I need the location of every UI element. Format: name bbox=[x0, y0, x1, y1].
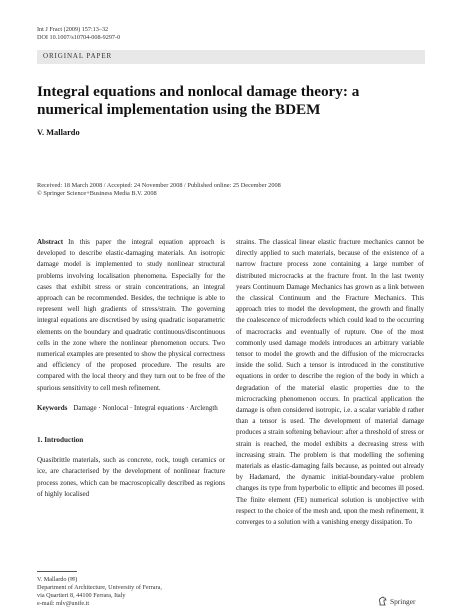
affiliation-email: e-mail: mlv@unife.it bbox=[37, 600, 90, 607]
publication-dates bbox=[37, 182, 427, 198]
left-column bbox=[37, 237, 225, 500]
author: V. Mallardo bbox=[37, 128, 80, 137]
keywords-label: Keywords bbox=[37, 403, 68, 412]
right-column bbox=[236, 237, 424, 528]
dates-line: Received: 18 March 2008 / Accepted: 24 November 2008 / Published online: 25 December 2008 bbox=[37, 182, 281, 189]
affiliation-dept: Department of Architecture, University of Ferrara, bbox=[37, 584, 162, 591]
footnote-rule bbox=[37, 571, 77, 572]
copyright-line: © Springer Science+Business Media B.V. 2008 bbox=[37, 190, 157, 198]
abstract bbox=[37, 237, 225, 394]
author-affiliation bbox=[37, 576, 162, 608]
article-type: ORIGINAL PAPER bbox=[43, 52, 113, 60]
keywords-text: Damage · Nonlocal · Integral equations · Arclength bbox=[73, 403, 218, 412]
abstract-label: Abstract bbox=[37, 238, 64, 246]
introduction-text: Quasibrittle materials, such as concrete, rock, tough ceramics or ice, are characterised by the development of nonlinear fracture process zones, which can be macroscopically described as regions of highly localised bbox=[37, 456, 225, 498]
paper-title: Integral equations and nonlocal damage theory: a numerical implementation using the BDEM bbox=[37, 83, 360, 118]
publisher-name: Springer bbox=[390, 596, 416, 606]
article-type-bar bbox=[37, 50, 425, 64]
publisher-logo bbox=[378, 596, 415, 606]
journal-citation: Int J Fract (2009) 157:13–32 bbox=[37, 26, 109, 33]
keywords bbox=[37, 403, 225, 414]
doi: DOI 10.1007/s10704-008-9297-0 bbox=[37, 34, 121, 41]
body-text: strains. The classical linear elastic fracture mechanics cannot be directly applied to such materials, because of the existence of a narrow fracture process zone containing a large number of distributed microcracks at the fracture front. In the last twenty years Continuum Damage Mechanics has grown as a link between the classical Continuum and the Fracture Mechanics. This approach tries to model the development, the growth and finally the coalescence of microdefects which could lead to the occurring of macrocracks and eventually of rupture. One of the most commonly used damage models introduces an arbitrary variable tensor to model the growth and the diffusion of the microcracks inside the solid. Such a tensor is introduced in the constitutive equations in order to describe the region of the body in which a degradation of the material elastic properties due to the microcracking phenomenon occurs. In practical application the damage is often considered isotropic, i.e. a scalar variable d rather than a tensor is used. The development of material damage produces a strain softening behaviour: after a threshold of stress or strain is reached, the model exhibits a decreasing stress with increasing strain. The problem is that modelling the softening materials as elastic-damaging fails because, as pointed out already by Hadamard, the dynamic initial-boundary-value problem changes its type from hyperbolic to elliptic and becomes ill posed. The finite element (FE) numerical solution is unobjective with respect to the choice of the mesh and, upon the mesh refinement, it converges to a solution with a vanishing energy dissipation. To bbox=[236, 238, 424, 527]
section-heading: 1. Introduction bbox=[37, 436, 84, 445]
journal-reference bbox=[37, 26, 120, 42]
abstract-text: In this paper the integral equation approach is developed to describe elastic-damaging materials. An isotropic damage model is implemented to study nonlinear structural problems involving localisation phenomena. Especially for the cases that exhibit stress or strain concentrations, an integral approach can be recommended. Besides, the technique is able to represent well high gradients of stress/strain. The governing integral equations are discretised by using quadratic isoparametric elements on the boundary and quadratic continuous/discontinuous cells in the zone where the nonlinear phenomenon occurs. Two numerical examples are presented to show the physical correctness and efficiency of the proposed procedure. The results are compared with the local theory and they turn out to be free of the spurious sensitivity to cell mesh refinement. bbox=[37, 238, 225, 392]
springer-knight-icon bbox=[378, 596, 387, 606]
affiliation-address: via Quartieri 8, 44100 Ferrara, Italy bbox=[37, 592, 126, 599]
affiliation-name: V. Mallardo (✉) bbox=[37, 576, 78, 583]
